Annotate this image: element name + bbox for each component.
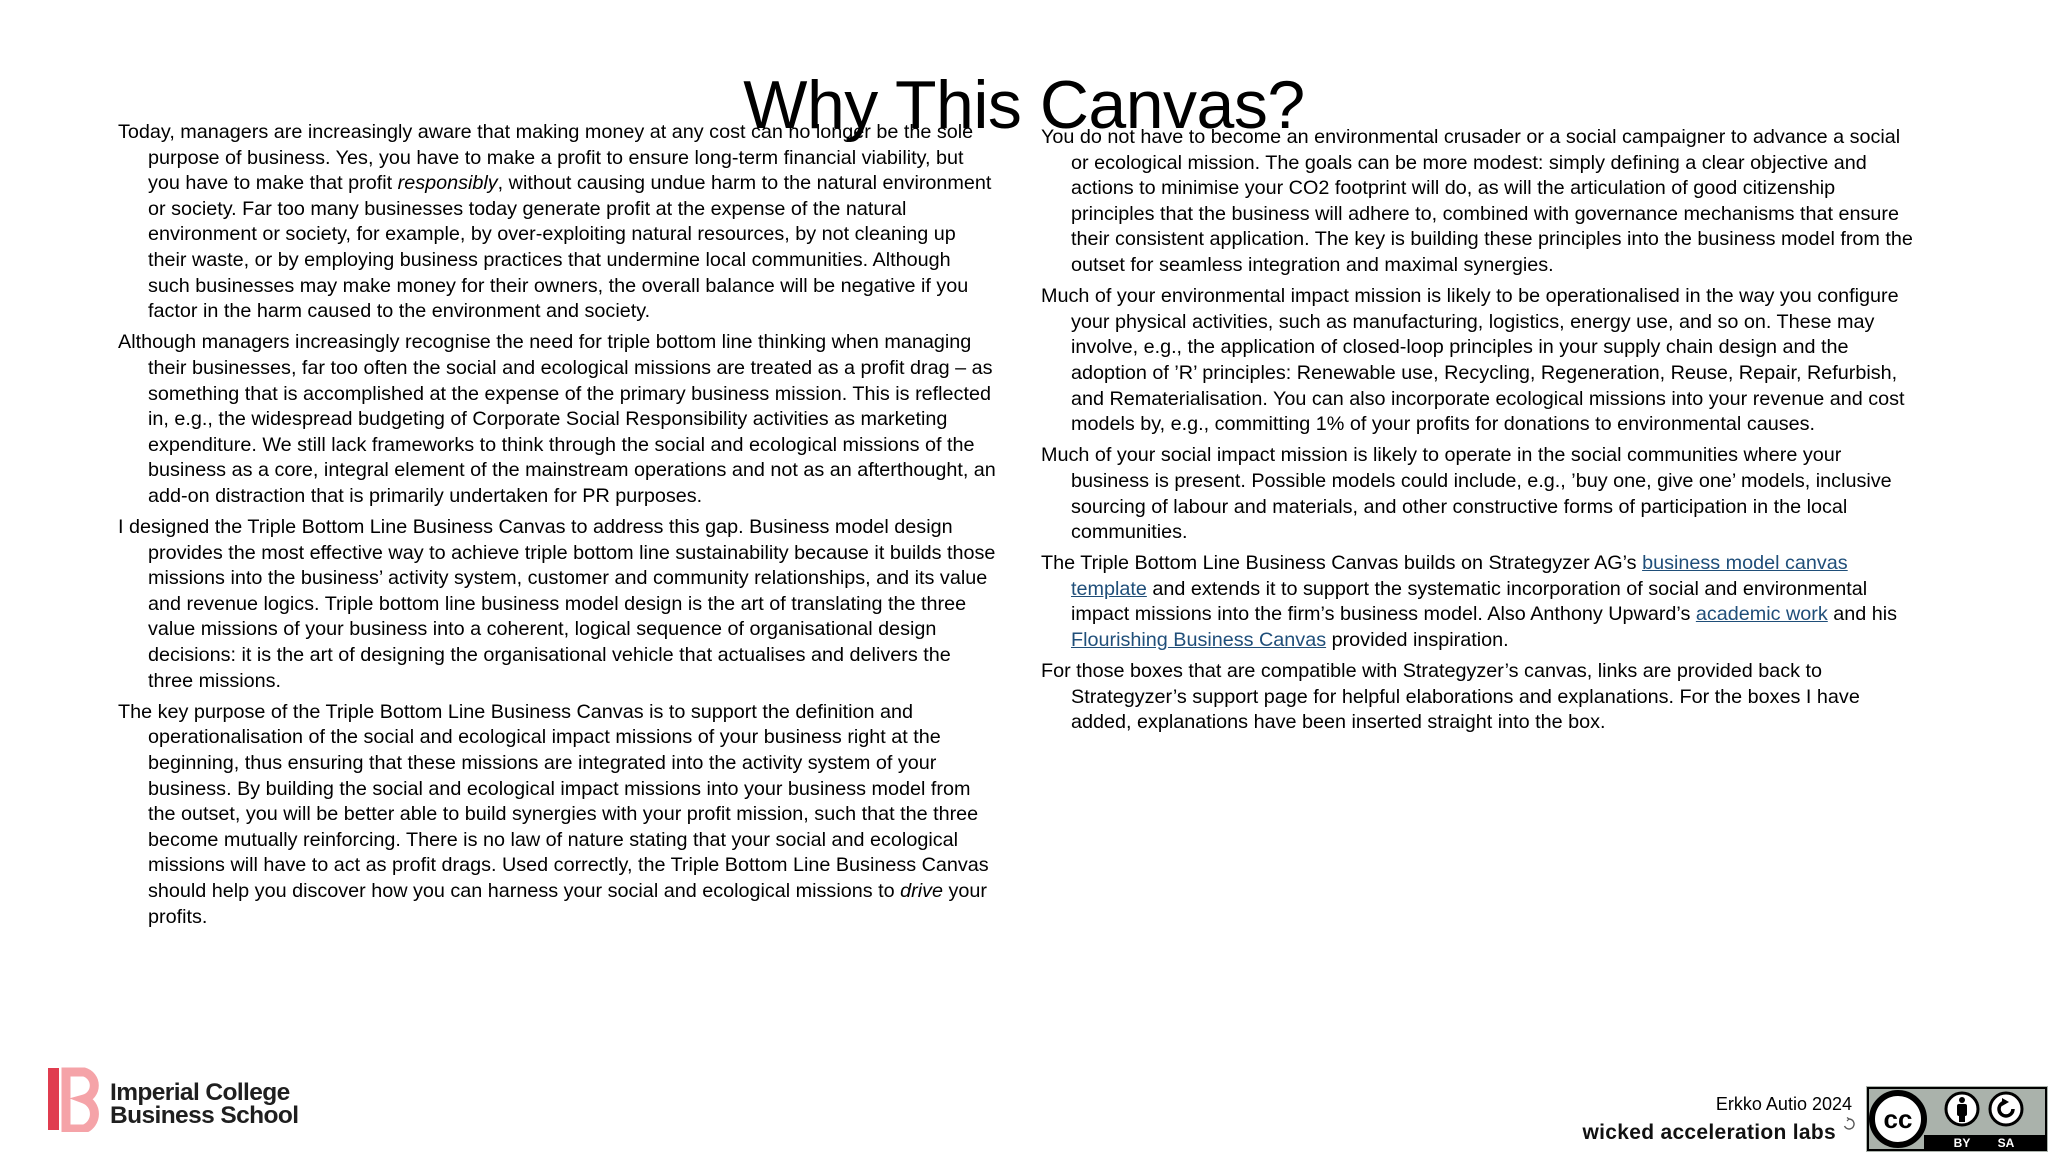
right-column	[1041, 125, 1921, 742]
cc-by-sa-license-badge	[1866, 1086, 2048, 1152]
attribution-person-icon	[1946, 1093, 1978, 1125]
left-p4-text-a: The key purpose of the Triple Bottom Line Business Canvas is to support the definition and operationalisation of the social and ecological impact missions of your business right at the beginning, thus ensuring that these missions are integrated into the activity system of your business. By building the social and ecological impact missions into your business model from the outset, you will be better able to build synergies with your profit mission, such that the three become mutually reinforcing. There is no law of nature stating that your social and ecological missions will have to act as profit drags. Used correctly, the Triple Bottom Line Business Canvas should help you discover how you can harness your social and ecological missions to	[118, 700, 989, 902]
left-column	[118, 120, 996, 936]
right-p4-text-c: and his	[1827, 603, 1898, 626]
logo-line-2: Business School	[110, 1102, 299, 1129]
left-p1-text-a: Today, managers are increasingly aware that making money at any cost can no longer be the sole purpose of business. Yes, you have to make a profit to ensure long-term financial viability, but you have to make that profit	[118, 121, 974, 195]
left-p4-text-b: your profits.	[148, 880, 987, 928]
left-paragraph-4	[118, 700, 996, 930]
brand-swirl-icon	[1842, 1117, 1856, 1131]
right-paragraph-1: You do not have to become an environmental crusader or a social campaigner to advance a social or ecological mission. The goals can be more modest: simply defining a clear objective and actions to minimise your CO2 footprint will do, as will the articulation of good citizenship principles that the business will adhere to, combined with governance mechanisms that ensure their consistent application. The key is building these principles into the business model from the outset for seamless integration and maximal synergies.	[1041, 126, 1913, 276]
imperial-logo	[46, 1066, 306, 1136]
slide-title: Why This Canvas?	[743, 66, 1305, 143]
right-p4-text-d: provided inspiration.	[1326, 629, 1509, 652]
academic-work-link[interactable]: academic work	[1695, 603, 1828, 626]
author-credit: Erkko Autio 2024	[1715, 1094, 1852, 1114]
logo-wordmark	[110, 1081, 298, 1127]
share-alike-icon	[1990, 1093, 2022, 1125]
right-paragraph-2: Much of your environmental impact mission is likely to be operationalised in the way you configure your physical activities, such as manufacturing, logistics, energy use, and so on. These may involve, e.g., the application of closed-loop principles in your supply chain design and the adoption of ’R’ principles: Renewable use, Recycling, Regeneration, Reuse, Repair, Refurbish, and Rematerialisation. You can also incorporate ecological missions into your revenue and cost models by, e.g., committing 1% of your profits for donations to environmental causes.	[1041, 285, 1905, 436]
right-paragraph-5: For those boxes that are compatible with Strategyzer’s canvas, links are provided back to Strategyzer’s support page for helpful elaborations and explanations. For the boxes I have added, explanations have been inserted straight into the box.	[1041, 660, 1860, 734]
imperial-b-logo-icon	[46, 1066, 102, 1132]
right-paragraph-4	[1041, 551, 1921, 653]
logo-line-1: Imperial College	[110, 1079, 290, 1106]
left-p1-text-b: , without causing undue harm to the natural environment or society. Far too many businesses today generate profit at the expense of the natural environment or society, for example, by over-exploiting natural resources, by not cleaning up their waste, or by employing business practices that undermine local communities. Although such businesses may make money for their owners, the overall balance will be negative if you factor in the harm caused to the environment and society.	[148, 172, 992, 323]
left-paragraph-1	[118, 120, 996, 325]
right-paragraph-3: Much of your social impact mission is likely to operate in the social communities where your business is present. Possible models could include, e.g., ’buy one, give one’ models, inclusive sourcing of labour and materials, and other constructive forms of participation in the local communities.	[1041, 444, 1892, 544]
cc-circle-icon	[1872, 1093, 1924, 1145]
business-model-canvas-template-link[interactable]: business model canvas template	[1071, 552, 1848, 600]
cc-mark: cc	[1883, 1104, 1913, 1134]
right-p4-text-b: and extends it to support the systematic incorporation of social and environmental impact missions into the firm’s business model. Also Anthony Upward’s	[1071, 577, 1868, 626]
flourishing-business-canvas-link[interactable]: Flourishing Business Canvas	[1071, 629, 1327, 652]
sa-label: SA	[1997, 1136, 2015, 1150]
right-p4-text-a: The Triple Bottom Line Business Canvas builds on Strategyzer AG’s	[1041, 552, 1643, 575]
left-paragraph-2: Although managers increasingly recognise the need for triple bottom line thinking when managing their businesses, far too often the social and ecological missions are treated as a profit drag – as something that is accomplished at the expense of the primary business mission. This is reflected in, e.g., the widespread budgeting of Corporate Social Responsibility activities as marketing expenditure. We still lack frameworks to think through the social and ecological missions of the business as a core, integral element of the mainstream operations and not as an afterthought, an add-on distraction that is primarily undertaken for PR purposes.	[118, 331, 996, 507]
brand-name: wicked acceleration labs	[1582, 1121, 1836, 1144]
left-p4-emphasis: drive	[900, 880, 943, 902]
left-paragraph-3: I designed the Triple Bottom Line Business Canvas to address this gap. Business model design provides the most effective way to achieve triple bottom line sustainability because it builds those missions into the business’ activity system, customer and community relationships, and its value and revenue logics. Triple bottom line business model design is the art of translating the three value missions of your business into a coherent, logical sequence of organisational design decisions: it is the art of designing the organisational vehicle that actualises and delivers the three missions.	[118, 516, 996, 692]
by-label: BY	[1953, 1136, 1971, 1150]
left-p1-emphasis: responsibly	[397, 172, 498, 195]
